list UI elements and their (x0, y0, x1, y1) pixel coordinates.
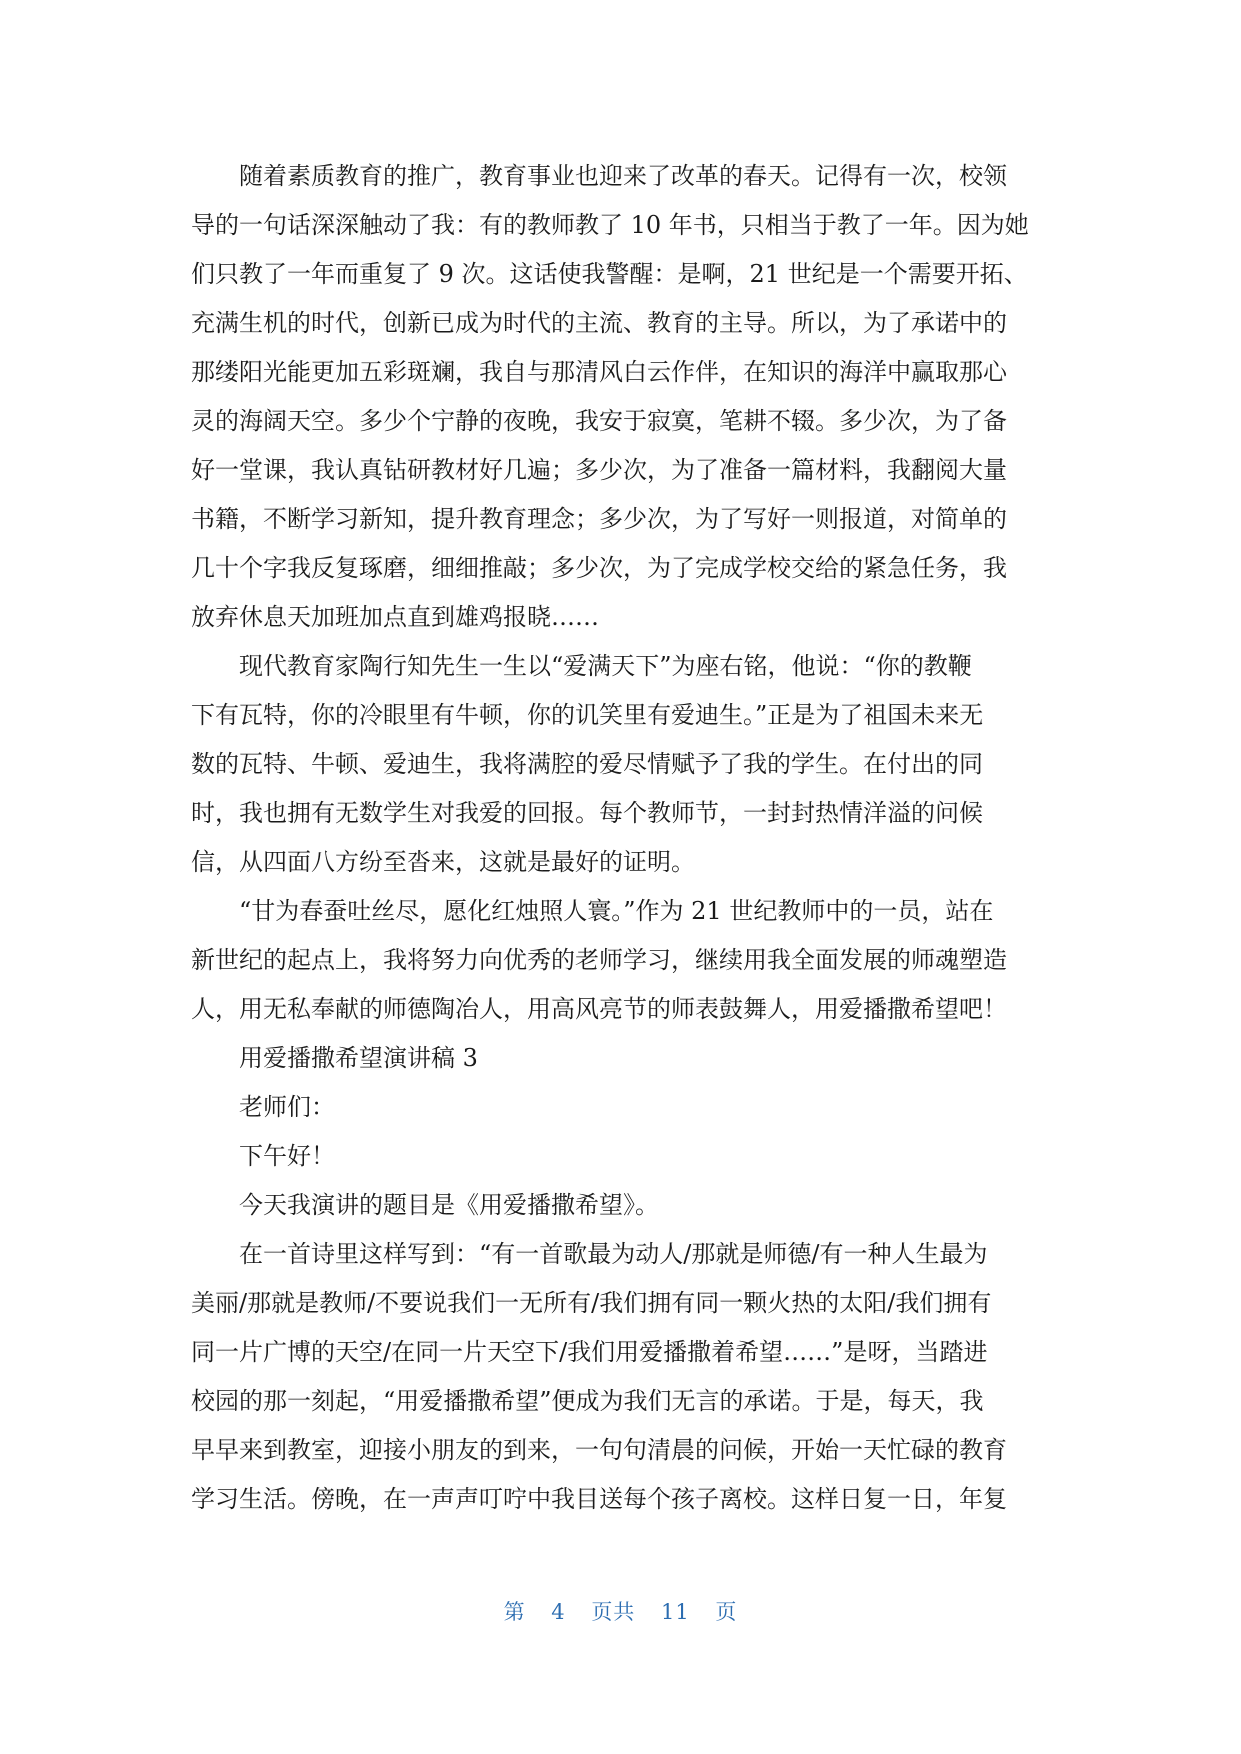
paragraph-line: 同一片广博的天空/在同一片天空下/我们用爱播撒着希望……”是呀，当踏进 (191, 1338, 988, 1366)
paragraph-line: 新世纪的起点上，我将努力向优秀的老师学习，继续用我全面发展的师魂塑造 (191, 946, 1007, 974)
paragraph-line: 充满生机的时代，创新已成为时代的主流、教育的主导。所以，为了承诺中的 (191, 309, 1007, 337)
footer-label-page: 第 (503, 1600, 526, 1624)
paragraph-line: 现代教育家陶行知先生一生以“爱满天下”为座右铭，他说：“你的教鞭 (239, 652, 972, 680)
paragraph-line: 信，从四面八方纷至沓来，这就是最好的证明。 (191, 848, 695, 876)
paragraph-line: 导的一句话深深触动了我：有的教师教了 10 年书，只相当于教了一年。因为她 (191, 211, 1029, 239)
paragraph-line: 那缕阳光能更加五彩斑斓，我自与那清风白云作伴，在知识的海洋中赢取那心 (191, 358, 1007, 386)
paragraph-line: 灵的海阔天空。多少个宁静的夜晚，我安于寂寞，笔耕不辍。多少次，为了备 (191, 407, 1007, 435)
paragraph-line: 校园的那一刻起，“用爱播撒希望”便成为我们无言的承诺。于是，每天，我 (191, 1387, 984, 1415)
paragraph-line: 随着素质教育的推广，教育事业也迎来了改革的春天。记得有一次，校领 (239, 162, 1007, 190)
paragraph-line: 时，我也拥有无数学生对我爱的回报。每个教师节，一封封热情洋溢的问候 (191, 799, 983, 827)
paragraph-line: 下有瓦特，你的冷眼里有牛顿，你的讥笑里有爱迪生。”正是为了祖国未来无 (191, 701, 984, 729)
footer-label-of: 页共 (591, 1600, 636, 1624)
footer-label-end: 页 (715, 1600, 738, 1624)
greeting: 下午好！ (239, 1142, 335, 1170)
paragraph-line: 今天我演讲的题目是《用爱播撒希望》。 (239, 1191, 659, 1219)
paragraph-line: 学习生活。傍晚，在一声声叮咛中我目送每个孩子离校。这样日复一日，年复 (191, 1485, 1007, 1513)
paragraph-line: 好一堂课，我认真钻研教材好几遍；多少次，为了准备一篇材料，我翻阅大量 (191, 456, 1007, 484)
paragraph-line: 们只教了一年而重复了 9 次。这话使我警醒：是啊，21 世纪是一个需要开拓、 (191, 260, 1028, 288)
paragraph-line: 人，用无私奉献的师德陶冶人，用高风亮节的师表鼓舞人，用爱播撒希望吧！ (191, 995, 1007, 1023)
paragraph-line: 早早来到教室，迎接小朋友的到来，一句句清晨的问候，开始一天忙碌的教育 (191, 1436, 1007, 1464)
paragraph-line: 美丽/那就是教师/不要说我们一无所有/我们拥有同一颗火热的太阳/我们拥有 (191, 1289, 992, 1317)
paragraph-line: 数的瓦特、牛顿、爱迪生，我将满腔的爱尽情赋予了我的学生。在付出的同 (191, 750, 983, 778)
paragraph-line: 放弃休息天加班加点直到雄鸡报晓…… (191, 603, 599, 631)
section-heading: 用爱播撒希望演讲稿 3 (239, 1044, 478, 1072)
paragraph-line: 几十个字我反复琢磨，细细推敲；多少次，为了完成学校交给的紧急任务，我 (191, 554, 1007, 582)
paragraph-line: 在一首诗里这样写到：“有一首歌最为动人/那就是师德/有一种人生最为 (239, 1240, 988, 1268)
footer-total-pages: 11 (661, 1600, 690, 1624)
page-footer (0, 1596, 1241, 1626)
paragraph-line: “甘为春蚕吐丝尽，愿化红烛照人寰。”作为 21 世纪教师中的一员，站在 (239, 897, 994, 925)
salutation: 老师们： (239, 1093, 335, 1121)
paragraph-line: 书籍，不断学习新知，提升教育理念；多少次，为了写好一则报道，对简单的 (191, 505, 1007, 533)
document-body (191, 152, 1053, 1524)
footer-current-page: 4 (551, 1600, 566, 1624)
